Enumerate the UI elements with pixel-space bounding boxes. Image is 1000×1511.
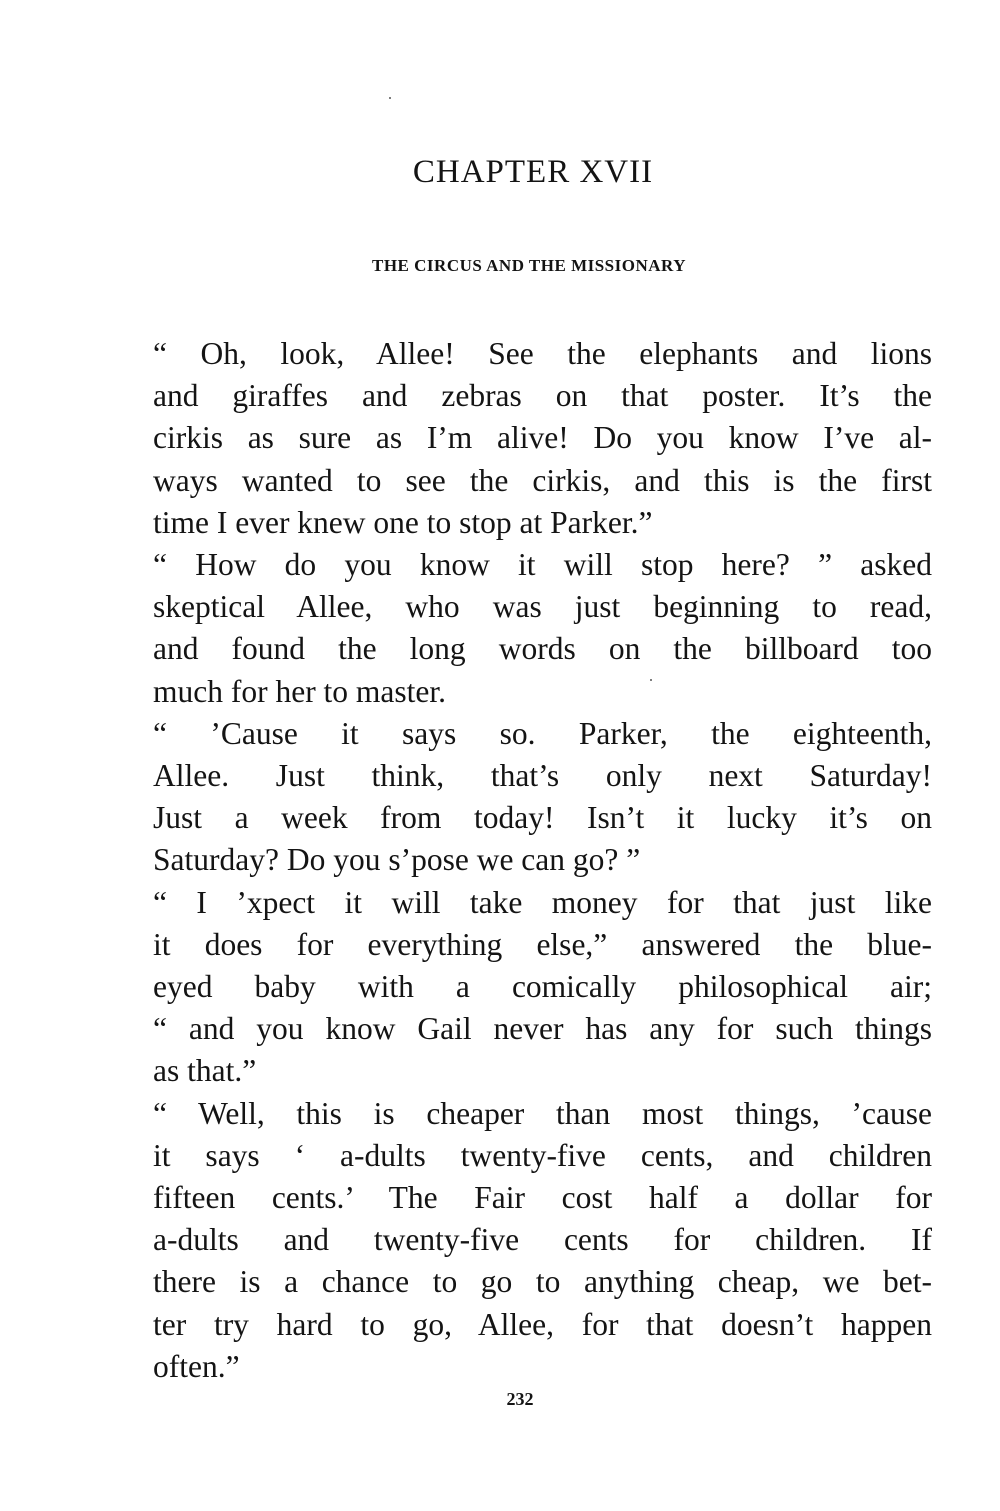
body-text bbox=[121, 333, 932, 1388]
text-line: it does for everything else,” answered the blue- bbox=[153, 926, 932, 962]
text-line: “ I ’xpect it will take money for that just like bbox=[153, 884, 932, 920]
text-line: skeptical Allee, who was just beginning to read, bbox=[153, 589, 932, 625]
print-speck bbox=[389, 97, 391, 99]
text-line: cirkis as sure as I’m alive! Do you know I’ve al- bbox=[153, 420, 932, 456]
text-line: and giraffes and zebras on that poster. It’s the bbox=[153, 378, 932, 414]
text-line: much for her to master. bbox=[153, 673, 447, 709]
text-line: as that.” bbox=[153, 1053, 257, 1089]
paragraph bbox=[121, 333, 932, 544]
paragraph bbox=[121, 1093, 932, 1388]
text-line: Allee. Just think, that’s only next Saturday! bbox=[153, 758, 932, 794]
paragraph bbox=[121, 544, 932, 713]
text-line: “ and you know Gail never has any for such things bbox=[153, 1011, 932, 1047]
chapter-title: CHAPTER XVII bbox=[412, 154, 654, 190]
text-line: ter try hard to go, Allee, for that doesn’t happen bbox=[153, 1306, 932, 1342]
text-line: “ Well, this is cheaper than most things, ’cause bbox=[153, 1095, 932, 1131]
text-line: Just a week from today! Isn’t it lucky it’s on bbox=[153, 800, 932, 836]
text-line: eyed baby with a comically philosophical air; bbox=[153, 969, 932, 1005]
text-line: fifteen cents.’ The Fair cost half a dollar for bbox=[153, 1180, 932, 1216]
text-line: “ ’Cause it says so. Parker, the eighteenth, bbox=[153, 715, 932, 751]
text-line: time I ever knew one to stop at Parker.” bbox=[153, 504, 653, 540]
text-line: and found the long words on the billboard too bbox=[153, 631, 932, 667]
chapter-subtitle: THE CIRCUS AND THE MISSIONARY bbox=[372, 256, 686, 275]
paragraph bbox=[121, 882, 932, 1093]
text-line: it says ‘ a-dults twenty-five cents, and children bbox=[153, 1137, 932, 1173]
text-line: a-dults and twenty-five cents for children. If bbox=[153, 1222, 932, 1258]
paragraph bbox=[121, 713, 932, 882]
text-line: Saturday? Do you s’pose we can go? ” bbox=[153, 842, 641, 878]
text-line: often.” bbox=[153, 1348, 240, 1384]
text-line: there is a chance to go to anything cheap, we bet- bbox=[153, 1264, 932, 1300]
text-line: “ Oh, look, Allee! See the elephants and lions bbox=[153, 336, 932, 371]
text-line: ways wanted to see the cirkis, and this is the first bbox=[153, 462, 932, 498]
text-line: “ How do you know it will stop here? ” asked bbox=[153, 547, 932, 583]
page-number: 232 bbox=[506, 1389, 534, 1409]
